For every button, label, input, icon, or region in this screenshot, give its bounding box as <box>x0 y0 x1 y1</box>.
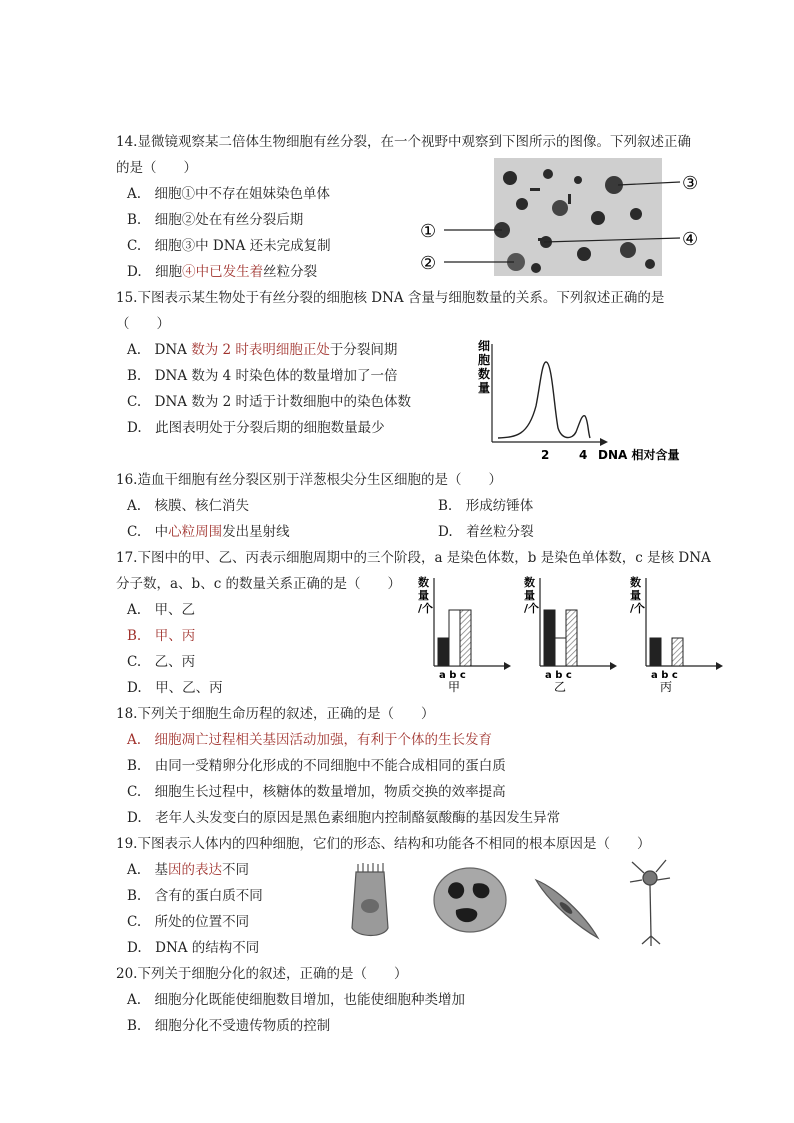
q16-option-c-highlight: 心粒周围 <box>168 524 223 540</box>
q16-option-c-prefix: C. 中 <box>127 524 169 540</box>
cell <box>574 176 582 184</box>
ylabel-2: /个 <box>524 602 540 615</box>
q15-option-a-prefix: A. DNA <box>127 342 192 358</box>
q20-stem: 20.下列关于细胞分化的叙述，正确的是（ ） <box>116 966 408 982</box>
q16-option-c-suffix: 发出星射线 <box>222 524 290 540</box>
cell <box>552 200 568 216</box>
q14-option-b: B. 细胞②处在有丝分裂后期 <box>127 212 304 228</box>
q17-bar-charts <box>414 574 726 694</box>
q17-option-b: B. 甲、丙 <box>127 628 196 644</box>
label-3: ③ <box>682 173 699 194</box>
cell <box>577 247 591 261</box>
ylabel-3: 数 <box>630 576 641 589</box>
q15-stem-line2: （ ） <box>116 316 170 332</box>
bar-c <box>460 610 471 666</box>
bar-labels-1: a b c <box>439 670 466 681</box>
chromosome <box>530 188 540 191</box>
q16-option-b: B. 形成纺锤体 <box>438 498 534 514</box>
epithelial-cell <box>352 863 388 936</box>
q15-option-a-suffix: 于分裂间期 <box>329 342 398 358</box>
q14-option-d-highlight: ④中已发生着 <box>182 264 264 280</box>
cell <box>591 211 605 225</box>
q16-option-c <box>127 523 290 541</box>
cell <box>630 208 642 220</box>
q17-stem-line1: 17.下图中的甲、乙、丙表示细胞周期中的三个阶段，a 是染色体数，b 是染色单体数，c 是核 DNA <box>116 550 711 566</box>
ylabel-1: /个 <box>418 602 434 615</box>
ylabel-2: 量 <box>524 589 535 602</box>
chromosome <box>568 194 571 204</box>
ylabel-3: 量 <box>630 589 641 602</box>
q14-option-c: C. 细胞③中 DNA 还未完成复制 <box>127 238 331 254</box>
q18-option-d: D. 老年人头发变白的原因是黑色素细胞内控制酪氨酸酶的基因发生异常 <box>127 810 561 826</box>
chromosome <box>538 238 550 241</box>
q15-stem-line1: 15.下图表示某生物处于有丝分裂的细胞核 DNA 含量与细胞数量的关系。下列叙述正确的是 <box>116 290 665 306</box>
q15-option-d: D. 此图表明处于分裂后期的细胞数量最少 <box>127 420 385 436</box>
chart-name-3: 丙 <box>660 680 673 694</box>
cell <box>543 169 553 179</box>
x-axis-arrow-2 <box>610 662 617 670</box>
q19-stem: 19.下图表示人体内的四种细胞，它们的形态、结构和功能各不相同的根本原因是（ ） <box>116 836 651 852</box>
ylabel-3: /个 <box>630 602 646 615</box>
cell <box>516 198 528 210</box>
q16-option-a: A. 核膜、核仁消失 <box>127 498 250 514</box>
chart-name-2: 乙 <box>554 680 567 694</box>
q15-option-b: B. DNA 数为 4 时染色体的数量增加了一倍 <box>127 368 398 384</box>
cell <box>620 242 636 258</box>
q15-option-c: C. DNA 数为 2 时适于计数细胞中的染色体数 <box>127 394 411 410</box>
q15-dna-chart <box>476 336 690 464</box>
ylabel-2: 数 <box>524 576 535 589</box>
q19-option-a <box>127 861 249 879</box>
q19-option-a-highlight: 因的表达 <box>168 862 223 878</box>
q18-option-c: C. 细胞生长过程中，核糖体的数量增加，物质交换的效率提高 <box>127 784 506 800</box>
label-4: ④ <box>682 229 699 250</box>
bar-c <box>566 610 577 666</box>
x-axis-arrow-3 <box>716 662 723 670</box>
q14-stem-line1: 14.显微镜观察某二倍体生物细胞有丝分裂，在一个视野中观察到下图所示的图像。下列叙述正确 <box>116 134 691 150</box>
q15-option-a-highlight: 数为 2 时表明细胞正处 <box>191 342 330 358</box>
q19-option-b: B. 含有的蛋白质不同 <box>127 888 263 904</box>
q14-option-d-suffix: 丝粒分裂 <box>263 264 318 280</box>
bar-a <box>438 638 449 666</box>
bar-a <box>544 610 555 666</box>
q17-option-a: A. 甲、乙 <box>127 602 196 618</box>
label-1: ① <box>420 221 437 242</box>
q19-cells-figure <box>344 858 684 948</box>
q16-stem: 16.造血干细胞有丝分裂区别于洋葱根尖分生区细胞的是（ ） <box>116 472 502 488</box>
label-2: ② <box>420 253 437 274</box>
q14-micrograph-figure <box>418 158 708 280</box>
distribution-curve <box>498 362 590 438</box>
smooth-muscle-cell <box>536 880 598 938</box>
ylabel-char: 胞 <box>478 353 491 367</box>
q19-option-a-prefix: A. 基 <box>127 862 169 878</box>
x-axis-arrow-1 <box>504 662 511 670</box>
xtick-2: 2 <box>541 448 550 462</box>
q14-option-a: A. 细胞①中不存在姐妹染色单体 <box>127 186 331 202</box>
q19-option-d: D. DNA 的结构不同 <box>127 940 260 956</box>
bar-a <box>650 638 661 666</box>
q14-option-d <box>127 263 317 281</box>
q18-option-a: A. 细胞凋亡过程相关基因活动加强，有利于个体的生长发育 <box>127 732 493 748</box>
bar-b <box>449 610 460 666</box>
neuron-cell <box>630 860 670 946</box>
ylabel-char: 数 <box>478 367 491 381</box>
bar-b <box>555 638 566 666</box>
ylabel-1: 量 <box>418 589 429 602</box>
q15-option-a <box>127 341 397 359</box>
q19-option-a-suffix: 不同 <box>222 862 250 878</box>
q16-option-d: D. 着丝粒分裂 <box>438 524 534 540</box>
q17-stem-line2: 分子数，a、b、c 的数量关系正确的是（ ） <box>116 576 402 592</box>
q18-option-b: B. 由同一受精卵分化形成的不同细胞中不能合成相同的蛋白质 <box>127 758 506 774</box>
q14-option-d-prefix: D. 细胞 <box>127 264 183 280</box>
q20-option-b: B. 细胞分化不受遗传物质的控制 <box>127 1018 331 1034</box>
bar-c <box>672 638 683 666</box>
q14-stem-line2: 的是（ ） <box>116 160 197 176</box>
x-axis-label: DNA 相对含量 <box>598 448 680 462</box>
bar-labels-2: a b c <box>545 670 572 681</box>
q17-option-d: D. 甲、乙、丙 <box>127 680 223 696</box>
q17-option-c: C. 乙、丙 <box>127 654 196 670</box>
q18-stem: 18.下列关于细胞生命历程的叙述，正确的是（ ） <box>116 706 435 722</box>
chart-name-1: 甲 <box>448 680 461 694</box>
white-blood-cell <box>434 868 506 932</box>
ylabel-char: 细 <box>478 339 491 353</box>
cell <box>503 171 517 185</box>
ylabel-char: 量 <box>478 381 491 395</box>
bar-labels-3: a b c <box>651 670 678 681</box>
q19-option-c: C. 所处的位置不同 <box>127 914 250 930</box>
q20-option-a: A. 细胞分化既能使细胞数目增加，也能使细胞种类增加 <box>127 992 466 1008</box>
cell <box>645 259 655 269</box>
xtick-4: 4 <box>579 448 588 462</box>
x-axis-arrow <box>600 438 608 446</box>
q15-ylabel <box>478 338 490 395</box>
cell <box>531 263 541 273</box>
ylabel-1: 数 <box>418 576 429 589</box>
